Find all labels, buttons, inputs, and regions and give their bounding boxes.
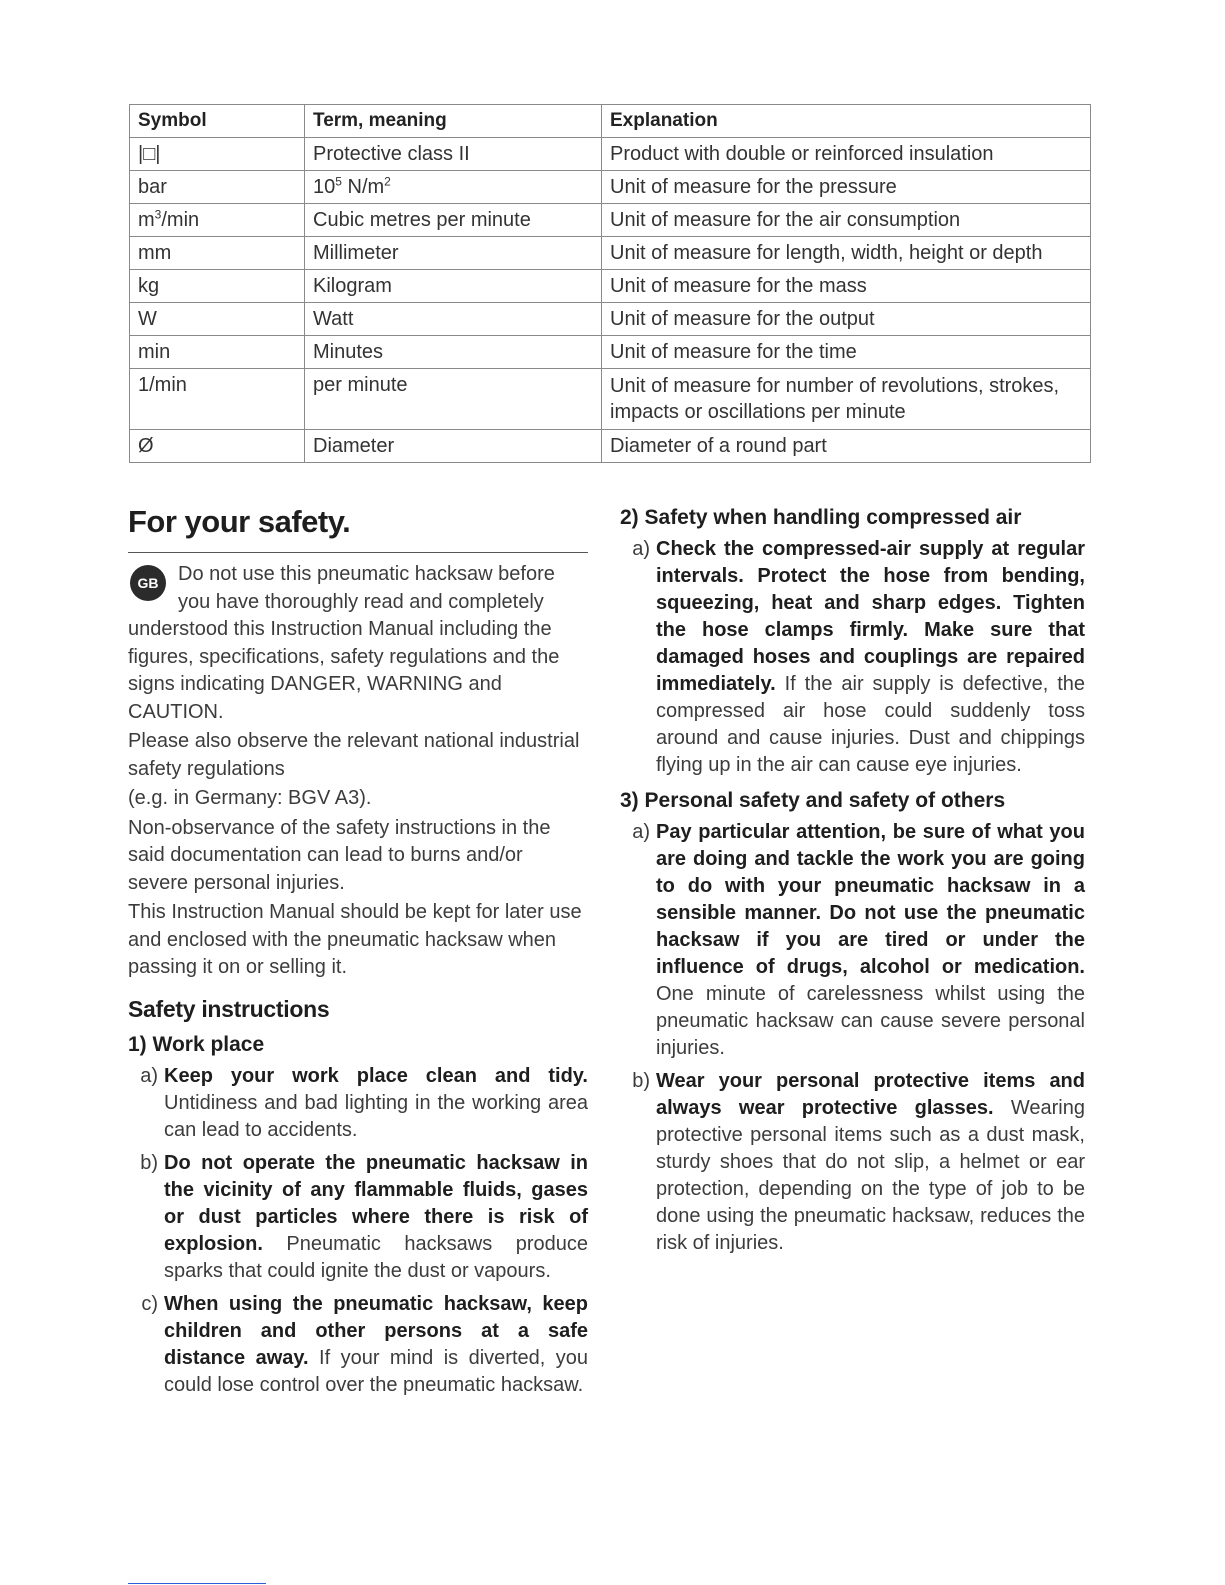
explanation-cell: Unit of measure for number of revolutions, strokes, impacts or oscillations per minute <box>602 369 1091 430</box>
language-badge-icon: GB <box>130 565 166 601</box>
item-label: b) <box>632 1070 650 1092</box>
item-bold: Check the compressed-air supply at regular intervals. Protect the hose from bending, squeezing, heat and sharp edges. Tighten the hose clamps firmly. Make sure that damaged hoses and couplings are repaired immediately. <box>656 538 1085 695</box>
table-row <box>130 204 1091 237</box>
explanation-cell: Unit of measure for the output <box>602 303 1091 336</box>
item-body: Wearing protective personal items such as a dust mask, sturdy shoes that do not slip, a helmet or ear protection, depending on the type of job to be done using the pneumatic hacksaw, reduces the risk of injuries. <box>656 1097 1085 1254</box>
symbol-cell: W <box>130 303 305 336</box>
explanation-cell: Unit of measure for the mass <box>602 270 1091 303</box>
symbol-rest: /min <box>161 209 200 231</box>
symbol-cell: bar <box>130 171 305 204</box>
term-cell: Watt <box>305 303 602 336</box>
symbol-cell: mm <box>130 237 305 270</box>
item-bold: Pay particular attention, be sure of what you are doing and tackle the work you are going to do with your pneumatic hacksaw in a sensible manner. Do not use the pneumatic hacksaw if you are tired or under the influence of drugs, alcohol or medication. <box>656 821 1085 978</box>
regulations-paragraph: Please also observe the relevant national industrial safety regulations <box>128 730 580 780</box>
item-bold: Wear your personal protective items and always wear protective glasses. <box>656 1070 1085 1119</box>
symbol-cell: Ø <box>130 430 305 463</box>
list-item <box>128 1150 588 1285</box>
item-text <box>164 1291 588 1399</box>
item-label: a) <box>632 538 650 560</box>
item-text <box>164 1150 588 1285</box>
work-place-title: 1) Work place <box>128 1032 265 1056</box>
explanation-cell: Product with double or reinforced insulation <box>602 138 1091 171</box>
personal-safety-title: 3) Personal safety and safety of others <box>620 789 1006 812</box>
term-cell: Diameter <box>305 430 602 463</box>
item-bold: Do not operate the pneumatic hacksaw in the vicinity of any flammable fluids, gases or dust particles where there is risk of explosion. <box>164 1151 588 1255</box>
table-row <box>130 237 1091 270</box>
table-row <box>130 303 1091 336</box>
item-label: b) <box>140 1151 158 1174</box>
table-row <box>130 171 1091 204</box>
item-body: Untidiness and bad lighting in the working area can lead to accidents. <box>164 1091 588 1141</box>
symbol-table <box>129 104 1091 463</box>
symbol-cell: 1/min <box>130 369 305 430</box>
symbol-sup: 3 <box>154 207 162 222</box>
explanation-cell: Unit of measure for length, width, height or depth <box>602 237 1091 270</box>
item-body: If the air supply is defective, the compressed air hose could suddenly toss around and cause injuries. Dust and chippings flying up in the air can cause eye injuries. <box>656 673 1085 776</box>
term-cell: per minute <box>305 369 602 430</box>
list-item <box>128 1063 588 1144</box>
term-cell: Protective class II <box>305 138 602 171</box>
term-sup2: 2 <box>384 174 391 189</box>
explanation-cell: Diameter of a round part <box>602 430 1091 463</box>
keep-manual-paragraph: This Instruction Manual should be kept for later use and enclosed with the pneumatic hacksaw when passing it on or selling it. <box>128 901 582 978</box>
term-base: 10 <box>313 176 336 198</box>
item-bold: When using the pneumatic hacksaw, keep children and other persons at a safe distance away. <box>164 1292 588 1369</box>
regulations-example: (e.g. in Germany: BGV A3). <box>128 787 372 809</box>
list-item <box>620 536 1085 779</box>
list-item <box>128 1291 588 1399</box>
term-cell: Kilogram <box>305 270 602 303</box>
symbol-base: m <box>138 209 155 231</box>
item-body: Pneumatic hacksaws produce sparks that could ignite the dust or vapours. <box>164 1232 588 1282</box>
explanation-cell: Unit of measure for the pressure <box>602 171 1091 204</box>
section-title: For your safety. <box>128 504 588 553</box>
item-text <box>656 819 1085 1062</box>
right-column <box>620 500 1085 1263</box>
list-item <box>620 819 1085 1062</box>
term-cell: Cubic metres per minute <box>305 204 602 237</box>
list-item <box>620 1068 1085 1257</box>
symbol-cell: min <box>130 336 305 369</box>
symbol-cell: |□| <box>130 138 305 171</box>
term-rest: N/m <box>341 176 385 198</box>
item-bold: Keep your work place clean and tidy. <box>164 1064 588 1087</box>
item-text <box>164 1063 588 1144</box>
table-row <box>130 430 1091 463</box>
explanation-cell: Unit of measure for the time <box>602 336 1091 369</box>
item-label: a) <box>632 821 650 843</box>
term-cell <box>305 171 602 204</box>
table-row <box>130 336 1091 369</box>
explanation-cell: Unit of measure for the air consumption <box>602 204 1091 237</box>
left-column <box>128 500 588 1405</box>
item-body: One minute of carelessness whilst using the pneumatic hacksaw can cause severe personal injuries. <box>656 983 1085 1059</box>
symbol-cell <box>130 204 305 237</box>
compressed-air-title: 2) Safety when handling compressed air <box>620 506 1022 529</box>
column-header-explanation: Explanation <box>602 105 1091 138</box>
symbol-cell: kg <box>130 270 305 303</box>
item-body: If your mind is diverted, you could lose control over the pneumatic hacksaw. <box>164 1346 589 1396</box>
table-row <box>130 270 1091 303</box>
column-header-symbol: Symbol <box>130 105 305 138</box>
table-header-row <box>130 105 1091 138</box>
intro-paragraph: Do not use this pneumatic hacksaw before you have thoroughly read and completely understood this Instruction Manual including the figures, specifications, safety regulations and the signs indicating DANGER, WARNING and CAUTION. <box>128 563 560 723</box>
term-sup: 5 <box>335 174 342 189</box>
column-header-term: Term, meaning <box>305 105 602 138</box>
safety-instructions-title: Safety instructions <box>128 995 330 1022</box>
term-cell: Millimeter <box>305 237 602 270</box>
item-label: a) <box>140 1064 158 1087</box>
intro-block <box>128 561 588 726</box>
item-text <box>656 536 1085 779</box>
table-row <box>130 138 1091 171</box>
footer-link-underline <box>128 1583 266 1584</box>
item-text <box>656 1068 1085 1257</box>
item-label: c) <box>141 1292 158 1315</box>
term-cell: Minutes <box>305 336 602 369</box>
non-observance-paragraph: Non-observance of the safety instructions in the said documentation can lead to burns and/or severe personal injuries. <box>128 816 551 894</box>
table-row <box>130 369 1091 430</box>
